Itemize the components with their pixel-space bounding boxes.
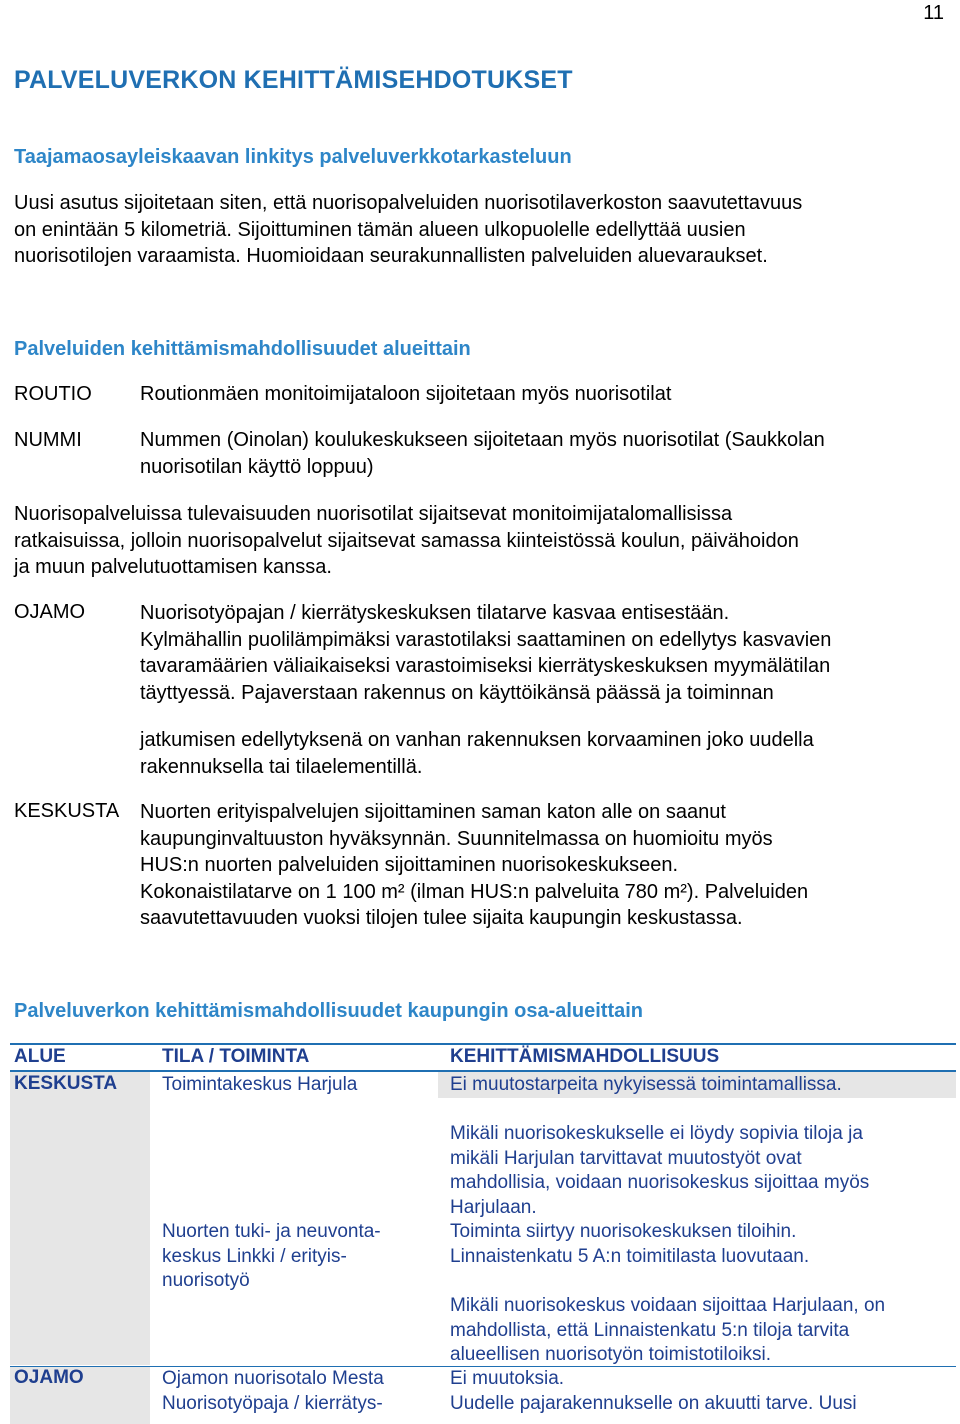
area-cell-shade	[10, 1072, 150, 1365]
paragraph-line: nuorisotilan käyttö loppuu)	[140, 455, 374, 478]
table-development-harjula	[450, 1073, 842, 1098]
table-cell-line: Ei muutoksia.	[450, 1368, 565, 1389]
area-text-keskusta	[140, 799, 808, 932]
section-alueittain-paragraph	[14, 501, 799, 581]
table-cell-line: Ei muutostarpeita nykyisessä toimintamallissa.	[450, 1074, 842, 1095]
paragraph-line: saavutettavuuden vuoksi tilojen tulee sijaita kaupungin keskustassa.	[140, 907, 743, 929]
table-development-harjula-note	[450, 1122, 869, 1220]
table-cell-line: mahdollisia, voidaan nuorisokeskus sijoittaa myös	[450, 1172, 870, 1193]
table-header-area: ALUE	[14, 1046, 66, 1067]
table-cell-line: Nuorisotyöpaja / kierrätys-	[162, 1392, 383, 1414]
table-cell-line: mikäli Harjulan tarvittavat muutostyöt ovat	[450, 1147, 802, 1169]
area-text-ojamo-continued	[140, 727, 814, 780]
paragraph-line: nuorisotilojen varaamista. Huomioidaan seurakunnallisten palveluiden aluevaraukset.	[14, 245, 768, 267]
table-facility-linkki	[162, 1220, 381, 1294]
section-title-alueittain: Palveluiden kehittämismahdollisuudet alueittain	[14, 338, 471, 360]
paragraph-line: Uusi asutus sijoitetaan siten, että nuorisopalveluiden nuorisotilaverkoston saavutettavuus	[14, 192, 803, 214]
area-text-nummi	[140, 427, 825, 480]
table-development-ojamo	[450, 1367, 857, 1416]
paragraph-line: rakennuksella tai tilaelementillä.	[140, 755, 423, 778]
table-cell-line: Harjulaan.	[450, 1196, 537, 1218]
paragraph-line: kaupunginvaltuuston hyväksynnän. Suunnitelmassa on huomioitu myös	[140, 827, 773, 850]
table-cell-line: Linnaistenkatu 5 A:n toimitilasta luovutaan.	[450, 1245, 810, 1267]
section-title-osa-alueittain: Palveluverkon kehittämismahdollisuudet kaupungin osa-alueittain	[14, 1000, 644, 1022]
paragraph-line: Kylmähallin puolilämpimäksi varastotilaksi saattaminen on edellytys kasvavien	[140, 628, 832, 651]
page-number: 11	[923, 2, 944, 24]
table-development-linkki-note	[450, 1294, 885, 1368]
table-cell-line: Toiminta siirtyy nuorisokeskuksen tiloihin.	[450, 1221, 797, 1242]
table-facility-harjula	[162, 1073, 357, 1098]
paragraph-line: ratkaisuissa, jolloin nuorisopalvelut sijaitsevat samassa kiinteistössä koulun, päivähoidon	[14, 529, 799, 552]
paragraph-line: Nuorten erityispalvelujen sijoittaminen saman katon alle on saanut	[140, 801, 726, 823]
area-label-routio: ROUTIO	[14, 383, 92, 405]
paragraph-line: on enintään 5 kilometriä. Sijoittuminen tämän alueen ulkopuolelle edellyttää uusien	[14, 218, 746, 241]
paragraph-line: täyttyessä. Pajaverstaan rakennus on käyttöikänsä päässä ja toiminnan	[140, 681, 774, 704]
area-label-nummi: NUMMI	[14, 429, 82, 451]
table-cell-line: nuorisotyö	[162, 1270, 250, 1291]
area-label-keskusta: KESKUSTA	[14, 800, 120, 822]
table-top-rule	[10, 1043, 956, 1045]
table-cell-line: Uudelle pajarakennukselle on akuutti tarve. Uusi	[450, 1392, 857, 1414]
paragraph-line: Routionmäen monitoimijataloon sijoitetaan myös nuorisotilat	[140, 383, 672, 405]
table-cell-line: Mikäli nuorisokeskus voidaan sijoittaa Harjulaan, on	[450, 1295, 886, 1316]
paragraph-line: HUS:n nuorten palveluiden sijoittaminen nuorisokeskukseen.	[140, 854, 679, 876]
table-cell-line: Toimintakeskus Harjula	[162, 1074, 358, 1095]
table-cell-line: alueellisen nuorisotyön toimistotiloiksi.	[450, 1344, 772, 1365]
page-title: PALVELUVERKON KEHITTÄMISEHDOTUKSET	[14, 66, 573, 94]
table-development-linkki	[450, 1220, 809, 1269]
table-cell-line: keskus Linkki / erityis-	[162, 1245, 347, 1267]
paragraph-line: Nuorisopalveluissa tulevaisuuden nuorisotilat sijaitsevat monitoimijatalomallisissa	[14, 503, 733, 525]
table-area-keskusta: KESKUSTA	[14, 1073, 118, 1094]
paragraph-line: jatkumisen edellytyksenä on vanhan rakennuksen korvaaminen joko uudella	[140, 729, 814, 751]
table-cell-line: Ojamon nuorisotalo Mesta	[162, 1368, 384, 1389]
table-header-development: KEHITTÄMISMAHDOLLISUUS	[450, 1046, 720, 1067]
table-cell-line: mahdollista, että Linnaistenkatu 5:n tiloja tarvita	[450, 1319, 850, 1341]
area-text-ojamo	[140, 600, 831, 706]
paragraph-line: Kokonaistilatarve on 1 100 m² (ilman HUS:n palveluita 780 m²). Palveluiden	[140, 880, 809, 903]
table-header-facility: TILA / TOIMINTA	[162, 1046, 310, 1067]
table-cell-line: Nuorten tuki- ja neuvonta-	[162, 1221, 381, 1242]
section-kaava-paragraph	[14, 190, 802, 270]
area-label-ojamo: OJAMO	[14, 601, 86, 623]
paragraph-line: Nuorisotyöpajan / kierrätyskeskuksen tilatarve kasvaa entisestään.	[140, 602, 730, 624]
paragraph-line: tavaramäärien väliaikaiseksi varastoimiseksi kierrätyskeskuksen myymälätilan	[140, 655, 831, 677]
paragraph-line: Nummen (Oinolan) koulukeskukseen sijoitetaan myös nuorisotilat (Saukkolan	[140, 429, 825, 451]
table-area-ojamo: OJAMO	[14, 1367, 84, 1388]
section-title-kaava: Taajamaosayleiskaavan linkitys palveluverkkotarkasteluun	[14, 146, 572, 168]
paragraph-line: ja muun palvelutuottamisen kanssa.	[14, 556, 332, 578]
area-text-routio	[140, 381, 671, 408]
table-cell-line: Mikäli nuorisokeskukselle ei löydy sopivia tiloja ja	[450, 1123, 863, 1144]
table-facility-mesta	[162, 1367, 384, 1416]
